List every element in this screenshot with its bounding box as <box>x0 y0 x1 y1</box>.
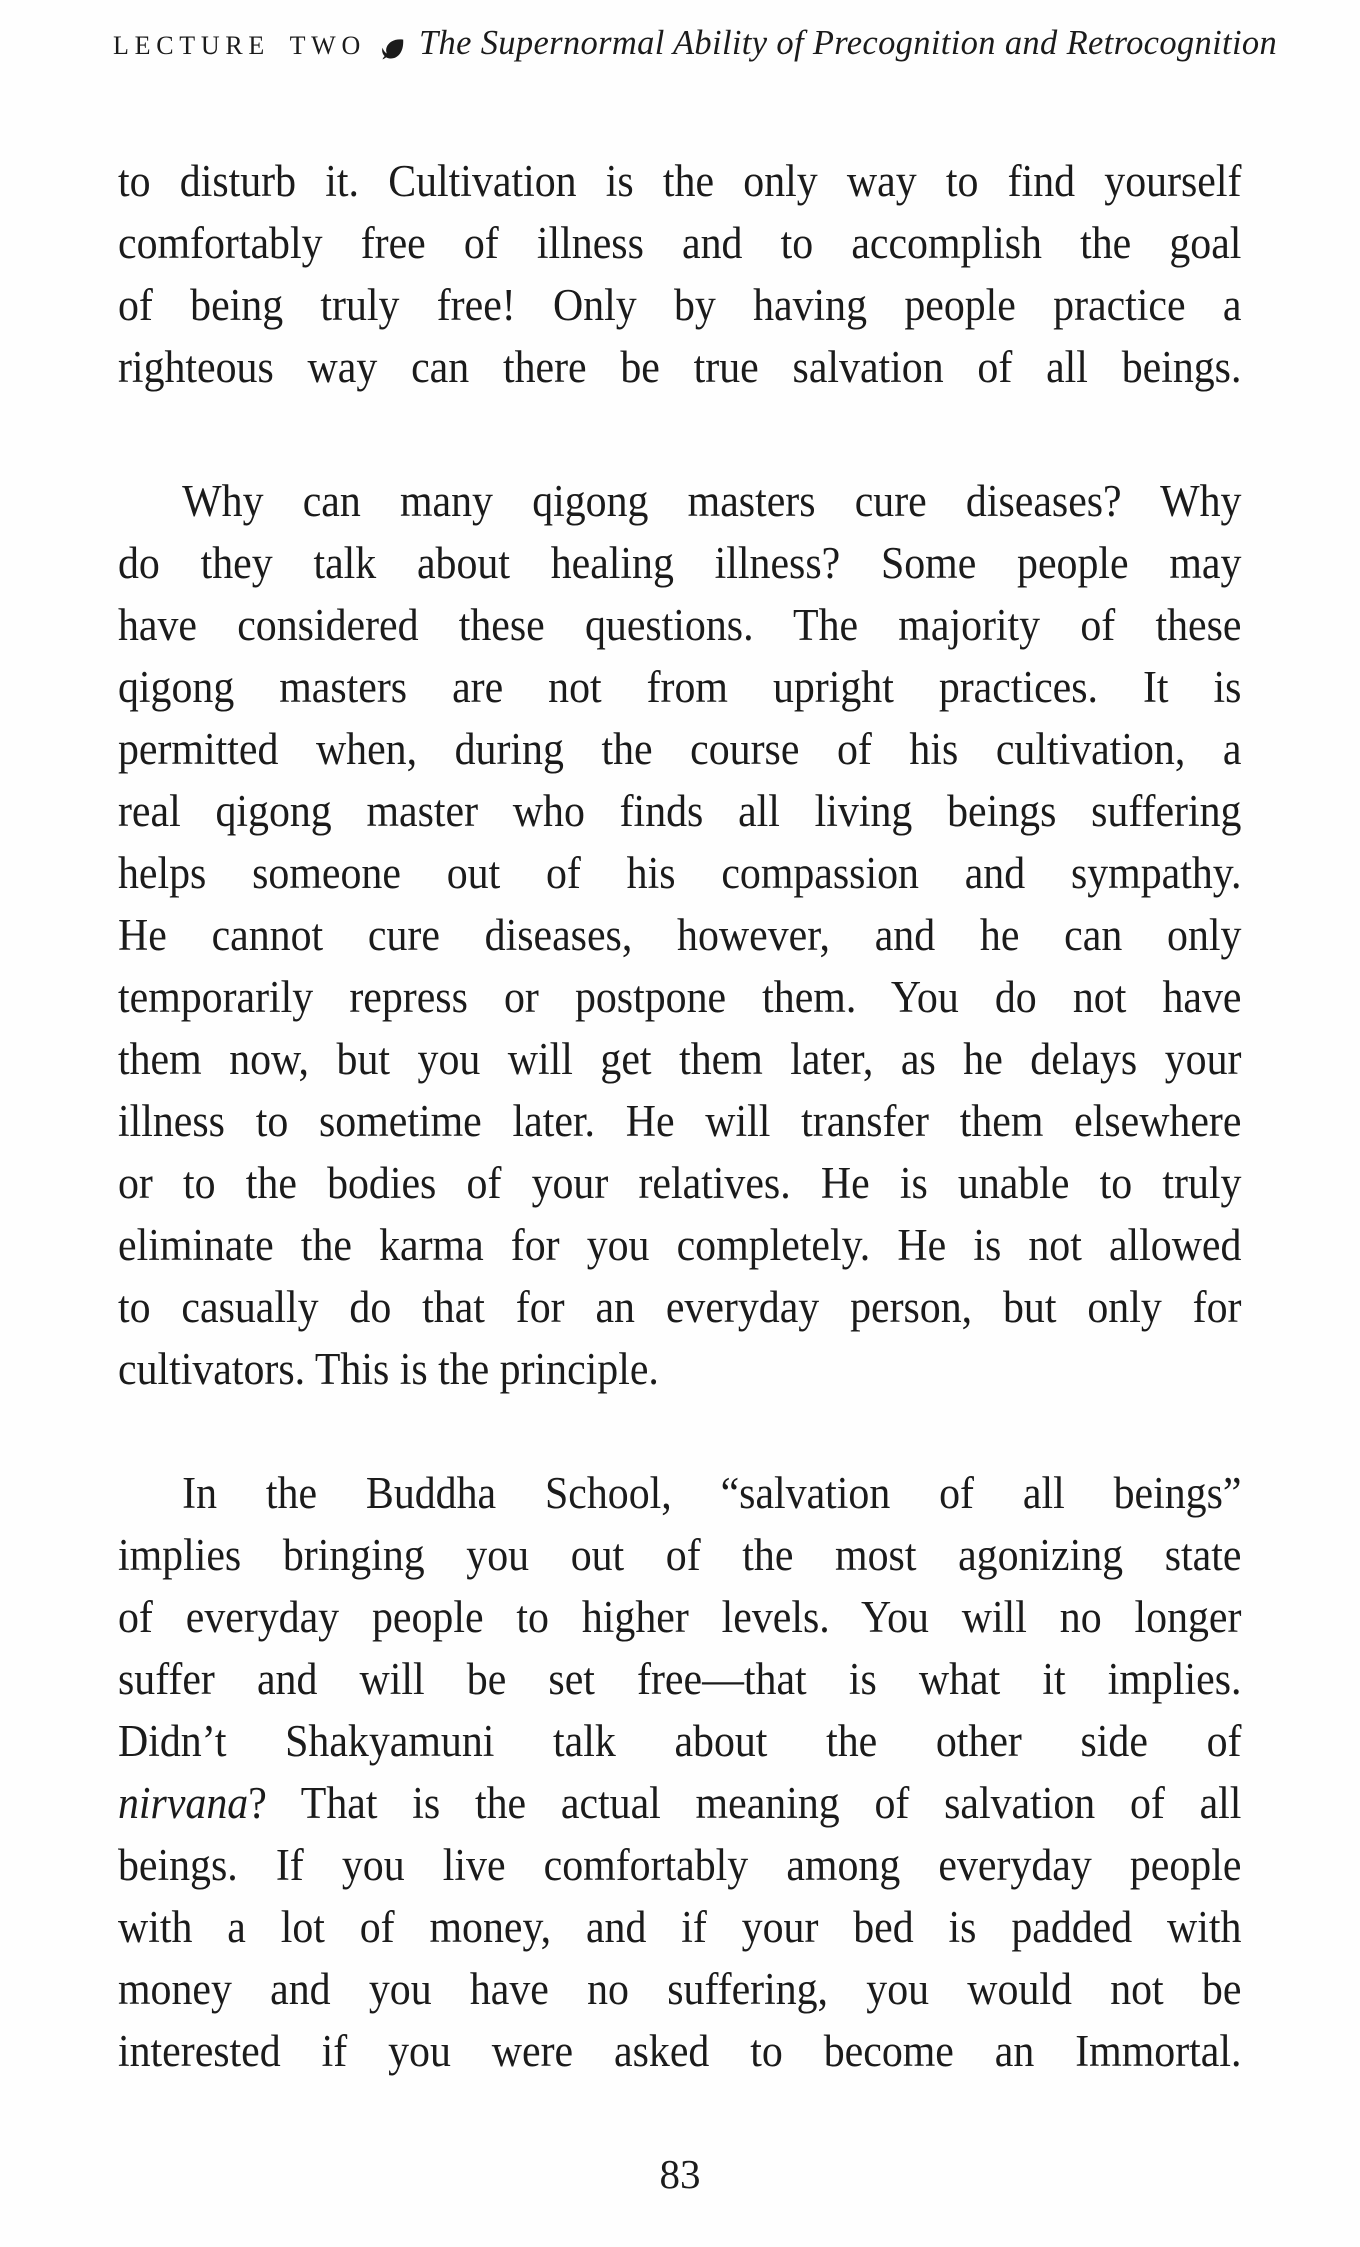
text-line: Why can many qigong masters cure diseases? Why <box>182 476 1242 526</box>
text-line: them now, but you will get them later, as he delays your <box>118 1034 1242 1084</box>
chapter-title: The Supernormal Ability of Precognition and Retrocognition <box>418 24 1278 62</box>
section-label: LECTURE TWO <box>113 31 366 60</box>
text-line: righteous way can there be true salvation of all beings. <box>118 342 1242 392</box>
text-line: to casually do that for an everyday person, but only for <box>118 1282 1242 1332</box>
text-line: with a lot of money, and if your bed is padded with <box>118 1902 1242 1952</box>
paragraph-3 <box>118 1462 1241 2082</box>
text-line: interested if you were asked to become an Immortal. <box>118 2026 1242 2076</box>
line-remainder: ? That is the actual meaning of salvation of all <box>248 1778 1242 1828</box>
text-line: real qigong master who finds all living beings suffering <box>118 786 1242 836</box>
text-line: illness to sometime later. He will transfer them elsewhere <box>118 1096 1242 1146</box>
text-line: or to the bodies of your relatives. He is unable to truly <box>118 1158 1242 1208</box>
text-line-with-italic <box>118 1772 1241 1834</box>
text-line: He cannot cure diseases, however, and he can only <box>118 910 1242 960</box>
text-column <box>118 0 1242 2247</box>
text-line: money and you have no suffering, you would not be <box>118 1964 1242 2014</box>
text-line: beings. If you live comfortably among everyday people <box>118 1840 1242 1890</box>
page-number: 83 <box>659 2151 701 2197</box>
text-line: of everyday people to higher levels. You will no longer <box>118 1592 1242 1642</box>
text-line: do they talk about healing illness? Some people may <box>118 538 1242 588</box>
paragraph-1 <box>118 150 1241 398</box>
text-line: qigong masters are not from upright practices. It is <box>118 662 1242 712</box>
italic-term: nirvana <box>118 1778 249 1828</box>
text-line: permitted when, during the course of his cultivation, a <box>118 724 1242 774</box>
text-line: eliminate the karma for you completely. He is not allowed <box>118 1220 1242 1270</box>
text-line: temporarily repress or postpone them. You do not have <box>118 972 1242 1022</box>
text-line: cultivators. This is the principle. <box>118 1344 659 1394</box>
text-line: comfortably free of illness and to accomplish the goal <box>118 218 1242 268</box>
text-line: implies bringing you out of the most agonizing state <box>118 1530 1242 1580</box>
text-line: have considered these questions. The majority of these <box>118 600 1242 650</box>
text-line: to disturb it. Cultivation is the only way to find yourself <box>118 156 1242 206</box>
text-line: Didn’t Shakyamuni talk about the other side of <box>118 1716 1242 1766</box>
paragraph-2 <box>118 470 1241 1400</box>
text-line: of being truly free! Only by having people practice a <box>118 280 1242 330</box>
text-line: In the Buddha School, “salvation of all beings” <box>182 1468 1242 1518</box>
text-line: helps someone out of his compassion and sympathy. <box>118 848 1242 898</box>
text-line: suffer and will be set free—that is what it implies. <box>118 1654 1242 1704</box>
